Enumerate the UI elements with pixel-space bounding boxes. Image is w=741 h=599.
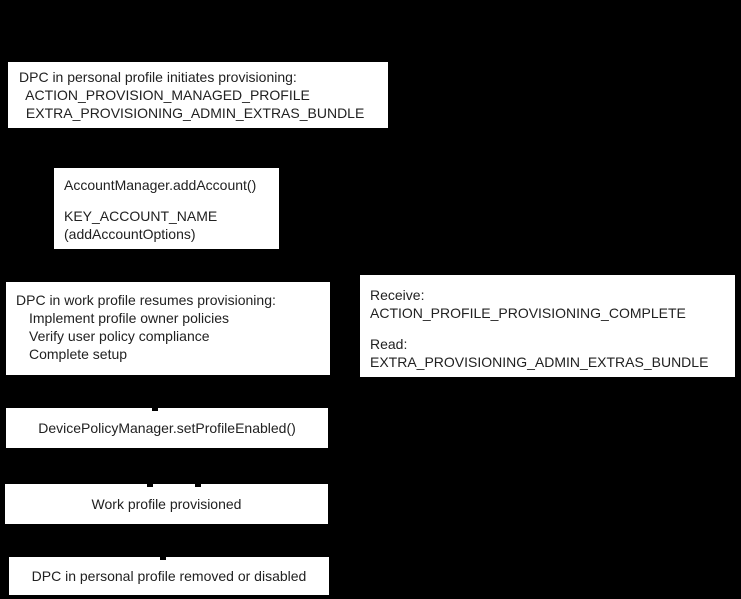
initiate-extra-constant: EXTRA_PROVISIONING_ADMIN_EXTRAS_BUNDLE (22, 105, 365, 121)
box-dpc-initiates-provisioning (8, 62, 388, 128)
box-receive-provisioning-complete (360, 275, 735, 377)
add-account-method: AccountManager.addAccount() (64, 177, 257, 193)
receive-label: Receive: (370, 287, 425, 303)
arrowhead-tip-artifact (160, 557, 166, 560)
dpc-removed-label: DPC in personal profile removed or disabled (31, 568, 307, 584)
set-profile-enabled-method: DevicePolicyManager.setProfileEnabled() (38, 420, 296, 436)
box-dpc-resumes-provisioning (6, 282, 330, 375)
box-work-profile-provisioned (5, 484, 328, 524)
add-account-key-constant: KEY_ACCOUNT_NAME (64, 208, 218, 224)
arrowhead-tip-artifact (152, 408, 158, 411)
arrowhead-tip-artifact (195, 484, 201, 487)
box-account-manager-add-account (54, 168, 279, 249)
add-account-options: (addAccountOptions) (64, 226, 196, 242)
resume-item-implement-policies: Implement profile owner policies (29, 310, 229, 326)
initiate-title: DPC in personal profile initiates provisioning: (19, 69, 297, 85)
read-label: Read: (370, 336, 408, 352)
box-set-profile-enabled (6, 408, 328, 448)
resume-title: DPC in work profile resumes provisioning: (16, 292, 276, 308)
resume-item-verify-compliance: Verify user policy compliance (29, 328, 210, 344)
resume-item-complete-setup: Complete setup (29, 346, 128, 362)
read-extra-constant: EXTRA_PROVISIONING_ADMIN_EXTRAS_BUNDLE (370, 354, 709, 370)
initiate-action-constant: ACTION_PROVISION_MANAGED_PROFILE (22, 87, 310, 103)
box-dpc-removed-or-disabled (9, 557, 329, 595)
arrowhead-tip-artifact (147, 484, 153, 487)
work-profile-provisioned-label: Work profile provisioned (91, 496, 242, 512)
receive-action-constant: ACTION_PROFILE_PROVISIONING_COMPLETE (370, 305, 686, 321)
